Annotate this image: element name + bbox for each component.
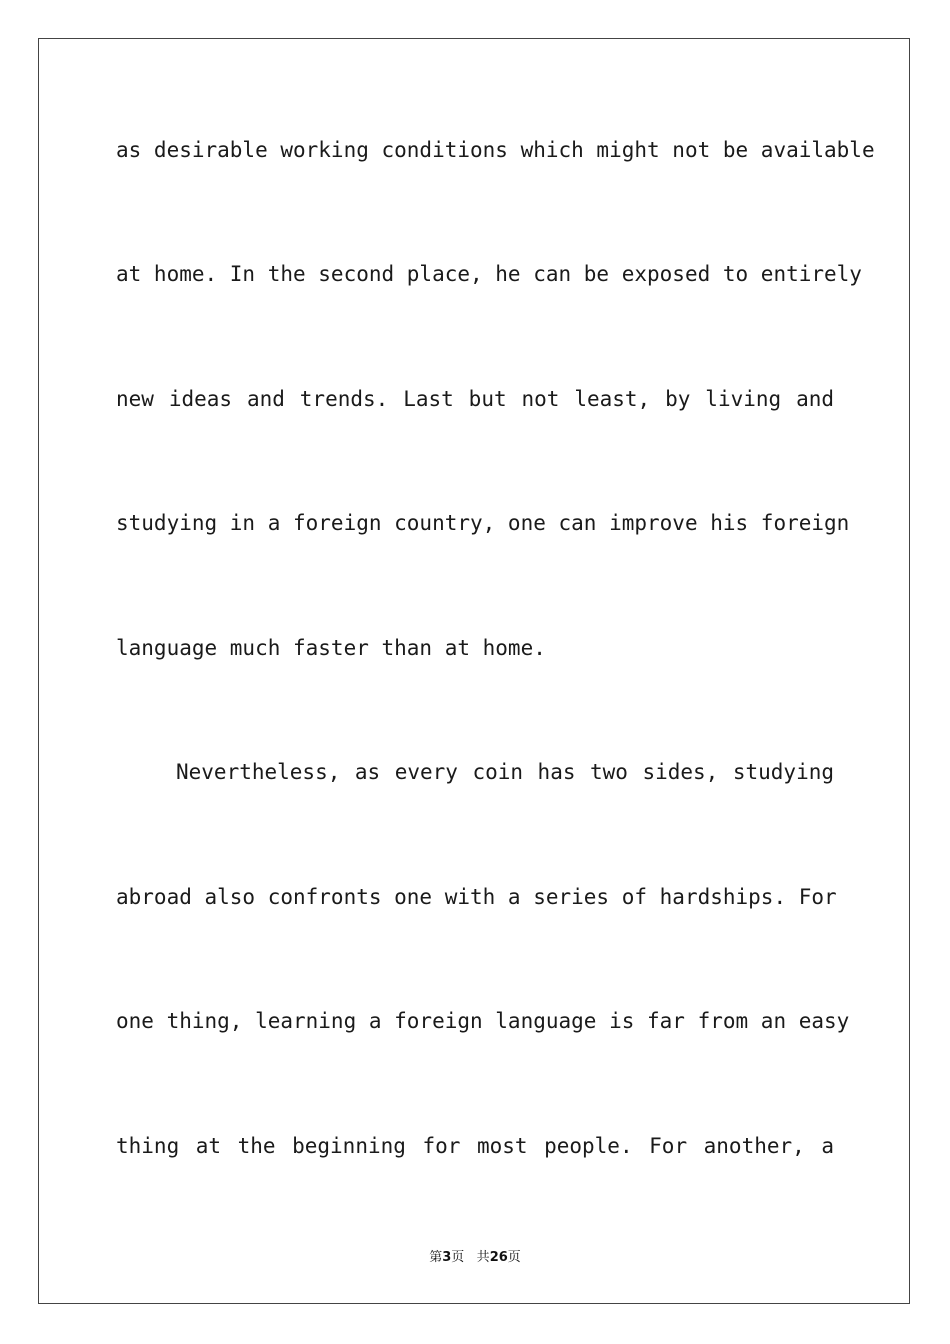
text-line-3: new ideas and trends. Last but not least, by living and [116, 387, 834, 411]
text-line-9: thing at the beginning for most people. For another, a [116, 1134, 834, 1158]
text-line-6-paragraph-start: Nevertheless, as every coin has two sides, studying [176, 760, 834, 784]
page-frame [38, 38, 910, 1304]
page-number: 3 [442, 1250, 452, 1265]
text-line-1: as desirable working conditions which might not be available [116, 138, 875, 162]
text-line-4: studying in a foreign country, one can improve his foreign [116, 511, 850, 535]
page-footer [0, 1246, 950, 1265]
page-prefix: 第 [429, 1250, 443, 1265]
text-line-5: language much faster than at home. [116, 636, 546, 660]
text-line-8: one thing, learning a foreign language is far from an easy [116, 1009, 850, 1033]
total-pages: 26 [489, 1250, 508, 1265]
page-suffix: 页 [451, 1250, 465, 1265]
total-suffix: 页 [507, 1250, 521, 1265]
text-line-7: abroad also confronts one with a series of hardships. For [116, 885, 837, 909]
total-prefix: 共 [476, 1250, 490, 1265]
text-line-2: at home. In the second place, he can be exposed to entirely [116, 262, 862, 286]
